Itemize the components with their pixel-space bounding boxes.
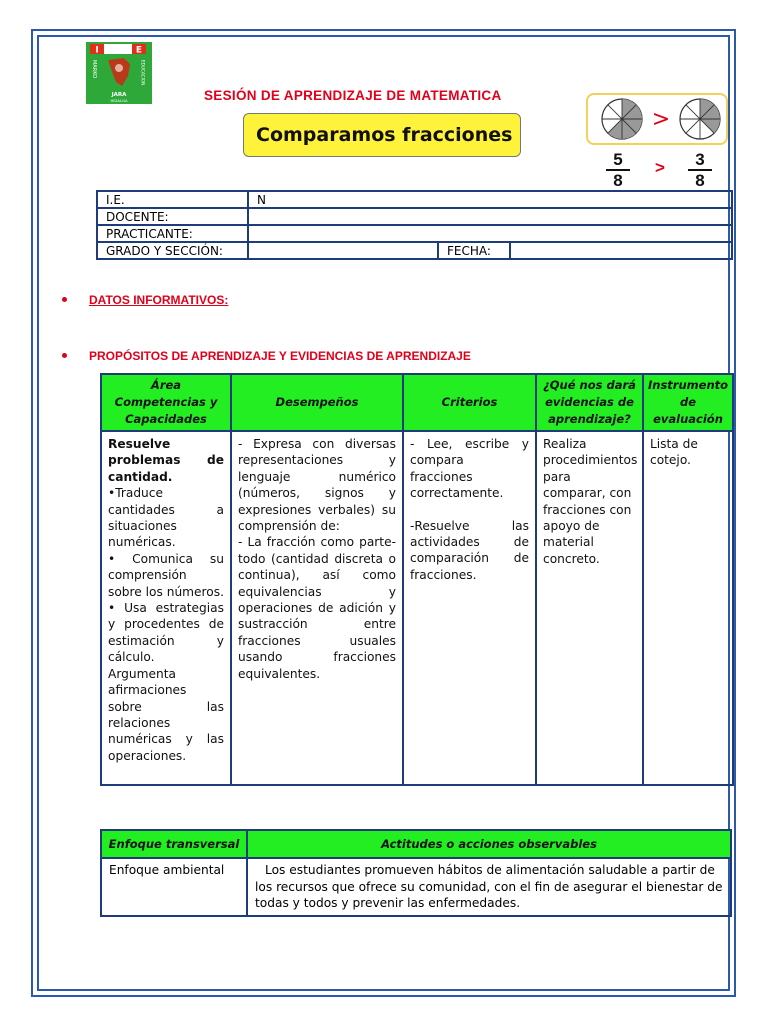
header-area: Área Competencias y Capacidades: [101, 374, 231, 431]
datos-heading: DATOS INFORMATIVOS:: [89, 292, 229, 307]
bullet-dot: [62, 297, 67, 302]
area-item: • Usa estrategias y procedentes de estimación y cálculo.: [108, 601, 224, 665]
enfoque-header-row: [101, 830, 731, 858]
docente-value[interactable]: [248, 208, 732, 225]
practicante-label: PRACTICANTE:: [97, 225, 248, 242]
propositos-heading: PROPÓSITOS DE APRENDIZAJE Y EVIDENCIAS DE APRENDIZAJE: [89, 348, 471, 363]
area-title: Resuelve problemas de cantidad.: [108, 437, 224, 484]
fraction-five-eighths: [606, 150, 630, 190]
fecha-value[interactable]: [510, 242, 732, 259]
propositos-content-row: [101, 431, 733, 785]
header-instrumento: Instrumento de evaluación: [643, 374, 733, 431]
docente-label: DOCENTE:: [97, 208, 248, 225]
instrumento-cell: Lista de cotejo.: [643, 431, 733, 785]
area-item: •Traduce cantidades a situaciones numéricas.: [108, 486, 224, 550]
info-row-practicante: [97, 225, 732, 242]
propositos-header-row: [101, 374, 733, 431]
circles-greater-sign: >: [651, 107, 671, 132]
desempenos-cell: [231, 431, 403, 785]
propositos-table: [100, 373, 734, 786]
info-table: [96, 190, 733, 260]
header-enfoque: Enfoque transversal: [101, 830, 247, 858]
bullet-dot: [62, 353, 67, 358]
desempeno-item: - La fracción como parte-todo (cantidad discreta o continua), así como equivalencias y operaciones de adición y sustracción entre fracciones usuales usando fracciones equivalentes.: [238, 535, 396, 681]
area-item: • Comunica su comprensión sobre los números.: [108, 551, 224, 599]
logo-caption: HIDALGA: [110, 98, 128, 103]
fraction-left-numerator: 5: [606, 150, 630, 171]
fraction-left-denominator: 8: [613, 171, 623, 190]
criterios-cell: [403, 431, 536, 785]
logo-letter-i: I: [95, 45, 99, 56]
lesson-title: Comparamos fracciones: [256, 124, 513, 146]
lesson-title-box: [243, 113, 521, 157]
school-logo: [86, 42, 152, 104]
ie-value[interactable]: N: [248, 191, 732, 208]
session-title: SESIÓN DE APRENDIZAJE DE MATEMATICA: [204, 88, 502, 103]
evidencias-cell: Realiza procedimientos para comparar, con fracciones con apoyo de material concreto.: [536, 431, 643, 785]
fraction-right-denominator: 8: [695, 171, 705, 190]
info-row-ie: [97, 191, 732, 208]
ie-label: I.E.: [97, 191, 248, 208]
logo-bottom-text: JARA: [111, 92, 127, 98]
header-desempenos: Desempeños: [231, 374, 403, 431]
logo-letter-e: E: [135, 45, 143, 56]
fraction-three-eighths: [688, 150, 712, 190]
criterio-item: -Resuelve las actividades de comparación de fracciones.: [410, 518, 529, 582]
enfoque-content-row: [101, 858, 731, 916]
enfoque-table: [100, 829, 732, 917]
criterio-item: - Lee, escribe y compara fracciones correctamente.: [410, 437, 529, 501]
logo-left-text: MARKO: [91, 60, 97, 79]
header-criterios: Criterios: [403, 374, 536, 431]
desempeno-item: - Expresa con diversas representaciones y lenguaje numérico (números, signos y expresiones verbales) su comprensión de:: [238, 437, 396, 534]
fraction-greater-sign: >: [655, 158, 665, 177]
info-row-docente: [97, 208, 732, 225]
area-item: Argumenta afirmaciones sobre las relaciones numéricas y las operaciones.: [108, 666, 224, 763]
header-evidencias: ¿Qué nos dará evidencias de aprendizaje?: [536, 374, 643, 431]
area-cell: [101, 431, 231, 785]
logo-right-text: EDUCACION: [140, 60, 146, 86]
grado-label: GRADO Y SECCIÓN:: [97, 242, 248, 259]
criterio-spacer: [410, 502, 529, 518]
fecha-label: FECHA:: [438, 242, 510, 259]
actitudes-cell: Los estudiantes promueven hábitos de alimentación saludable a partir de los recursos que ofrece su comunidad, con el fin de asegurar el bienestar de todas y todos y prevenir las enfermedades.: [247, 858, 731, 916]
header-actitudes: Actitudes o acciones observables: [247, 830, 731, 858]
fraction-circles-box: [586, 93, 728, 145]
practicante-value[interactable]: [248, 225, 732, 242]
fraction-right-numerator: 3: [688, 150, 712, 171]
fraction-circles-illustration: [588, 95, 726, 143]
enfoque-cell: Enfoque ambiental: [101, 858, 247, 916]
grado-value[interactable]: [248, 242, 438, 259]
section-datos: [62, 292, 228, 307]
info-row-grado: [97, 242, 732, 259]
section-propositos: [62, 348, 471, 363]
